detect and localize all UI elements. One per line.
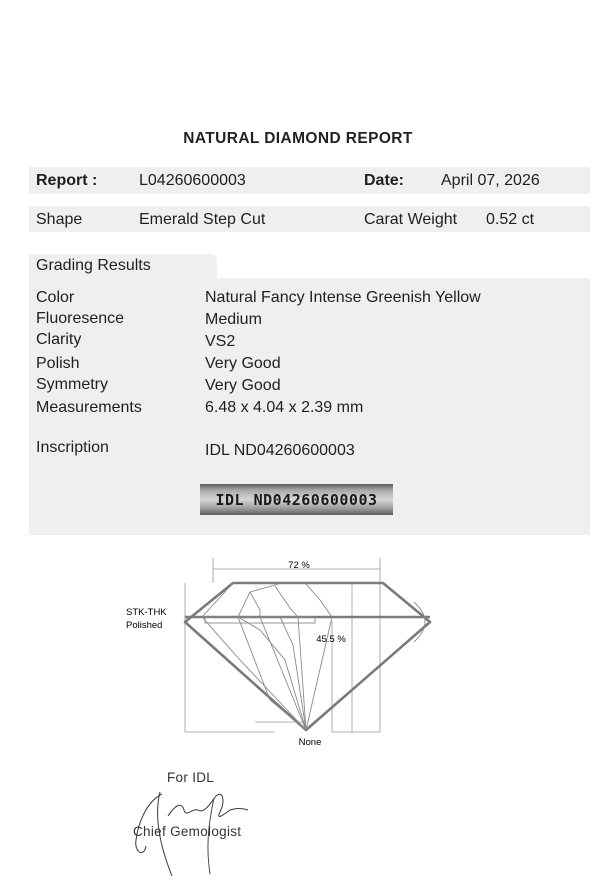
report-number: L04260600003 <box>139 172 246 189</box>
signatory-title: Chief Gemologist <box>133 824 242 839</box>
grade-label-polish: Polish <box>36 355 80 372</box>
carat-value: 0.52 ct <box>486 211 535 228</box>
grading-heading: Grading Results <box>36 257 151 274</box>
grade-value-polish: Very Good <box>205 355 281 372</box>
grade-label-symmetry: Symmetry <box>36 376 108 393</box>
grade-label-inscription: Inscription <box>36 439 109 456</box>
grade-label-measurements: Measurements <box>36 399 142 416</box>
grade-value-clarity: VS2 <box>205 333 236 350</box>
shape-value: Emerald Step Cut <box>139 211 266 228</box>
carat-label: Carat Weight <box>364 211 458 228</box>
grade-value-fluorescence: Medium <box>205 311 262 328</box>
grade-label-fluorescence: Fluoresence <box>36 310 125 327</box>
diamond-outline <box>185 583 430 730</box>
grade-label-clarity: Clarity <box>36 331 82 348</box>
culet-size: None <box>298 737 322 748</box>
depth-percentage: 45.5 % <box>316 634 346 645</box>
laser-inscription-text: IDL ND04260600003 <box>215 490 378 509</box>
girdle-thickness: STK-THK <box>126 607 167 618</box>
girdle-finish: Polished <box>126 620 163 631</box>
grade-value-color: Natural Fancy Intense Greenish Yellow <box>205 289 481 306</box>
report-label: Report : <box>36 172 98 189</box>
table-percentage: 72 % <box>288 560 310 571</box>
proportions-diagram <box>110 550 450 750</box>
grade-label-color: Color <box>36 289 75 306</box>
grade-value-symmetry: Very Good <box>205 377 281 394</box>
grade-value-inscription: IDL ND04260600003 <box>205 442 355 459</box>
date-value: April 07, 2026 <box>441 172 540 189</box>
laser-inscription-image <box>200 484 393 515</box>
date-label: Date: <box>364 172 405 189</box>
report-title: NATURAL DIAMOND REPORT <box>183 130 413 147</box>
for-idl-label: For IDL <box>167 770 215 785</box>
shape-label: Shape <box>36 211 83 228</box>
grade-value-measurements: 6.48 x 4.04 x 2.39 mm <box>205 399 364 416</box>
